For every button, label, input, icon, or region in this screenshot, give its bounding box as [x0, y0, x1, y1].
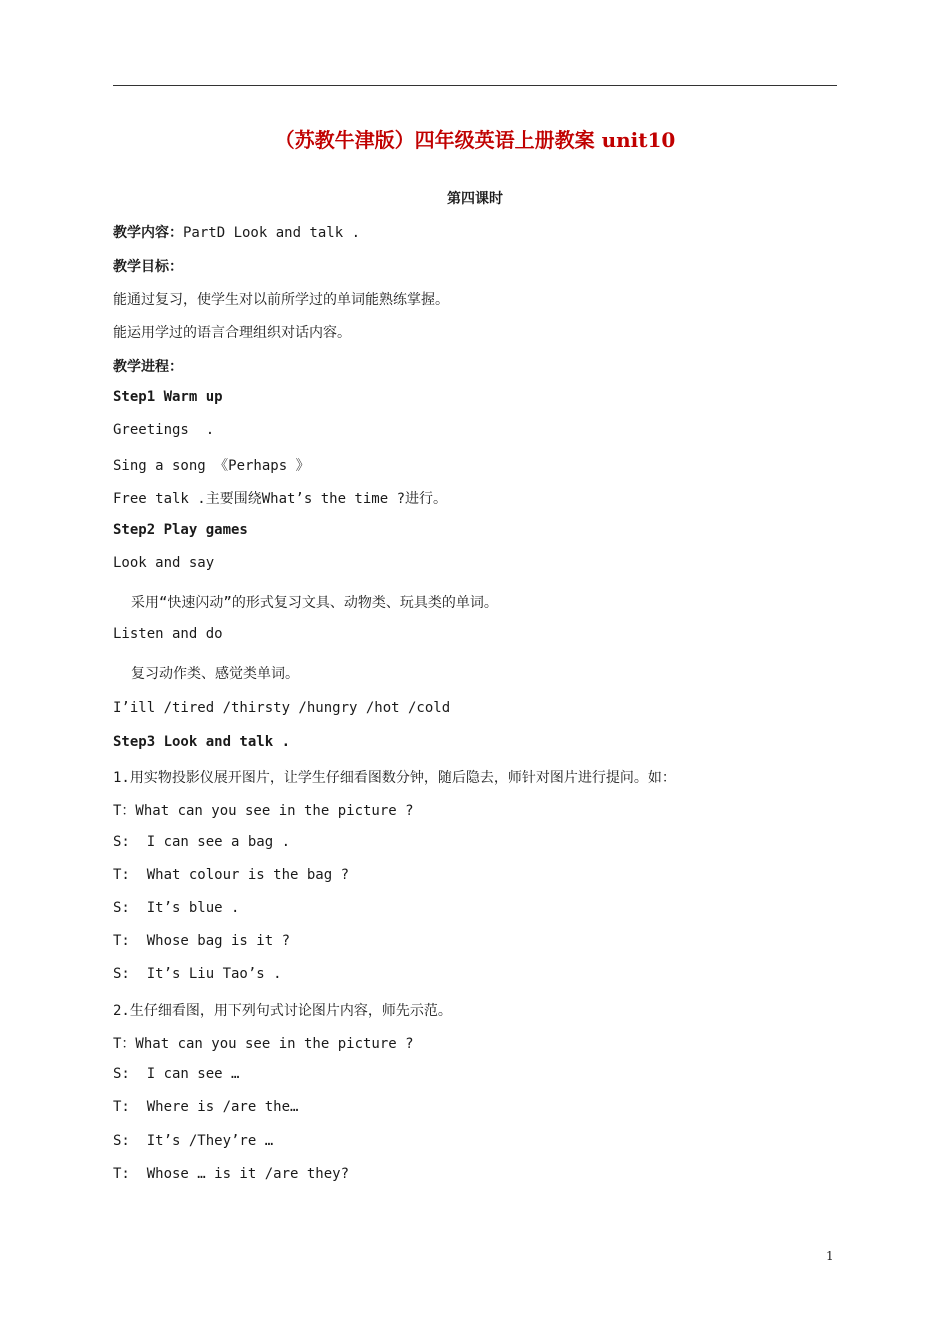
goal-1: 能通过复习，使学生对以前所学过的单词能熟练掌握。 [113, 292, 449, 308]
dialog-line: T: Where is /are the… [113, 1099, 299, 1115]
step1-line-1: Greetings . [113, 422, 215, 438]
lesson-subtitle: 第四课时 [447, 191, 503, 207]
document-title: （苏教牛津版）四年级英语上册教案 unit10 [274, 128, 676, 152]
dialog-line: T: What colour is the bag ? [113, 867, 350, 883]
dialog-line: T: Whose bag is it ? [113, 933, 291, 949]
page-number: 1 [826, 1249, 834, 1263]
content-line [113, 222, 360, 242]
step2-heading: Step2 Play games [113, 522, 248, 538]
dialog-line: S: It’s blue . [113, 900, 240, 916]
step3-paragraph-1: 1.用实物投影仪展开图片，让学生仔细看图数分钟，随后隐去，师针对图片进行提问。如： [113, 770, 676, 786]
goal-2: 能运用学过的语言合理组织对话内容。 [113, 325, 351, 341]
step2-line-4: 复习动作类、感觉类单词。 [131, 666, 299, 682]
content-value: PartD Look and talk . [183, 225, 361, 241]
step3-paragraph-2: 2.生仔细看图，用下列句式讨论图片内容，师先示范。 [113, 1003, 452, 1019]
dialog-line: S: I can see a bag . [113, 834, 291, 850]
step2-line-5: I’ill /tired /thirsty /hungry /hot /cold [113, 700, 451, 716]
goals-label: 教学目标： [113, 259, 183, 275]
dialog-line: S: I can see … [113, 1066, 240, 1082]
step1-line-2: Sing a song 《Perhaps 》 [113, 458, 310, 474]
dialog-line: T: Whose … is it /are they? [113, 1166, 350, 1182]
step2-line-2: 采用“快速闪动”的形式复习文具、动物类、玩具类的单词。 [131, 595, 498, 611]
step1-heading: Step1 Warm up [113, 389, 223, 405]
step3-heading: Step3 Look and talk . [113, 734, 291, 750]
process-label: 教学进程： [113, 359, 183, 375]
dialog-line: T：What can you see in the picture ? [113, 803, 414, 819]
dialog-line: T：What can you see in the picture ? [113, 1036, 414, 1052]
content-label: 教学内容： [113, 225, 183, 241]
dialog-line: S: It’s Liu Tao’s . [113, 966, 282, 982]
dialog-line: S: It’s /They’re … [113, 1133, 274, 1149]
step1-line-3: Free talk .主要围绕What’s the time ?进行。 [113, 491, 448, 507]
step2-line-1: Look and say [113, 555, 215, 571]
step2-line-3: Listen and do [113, 626, 223, 642]
header-rule [113, 85, 837, 86]
